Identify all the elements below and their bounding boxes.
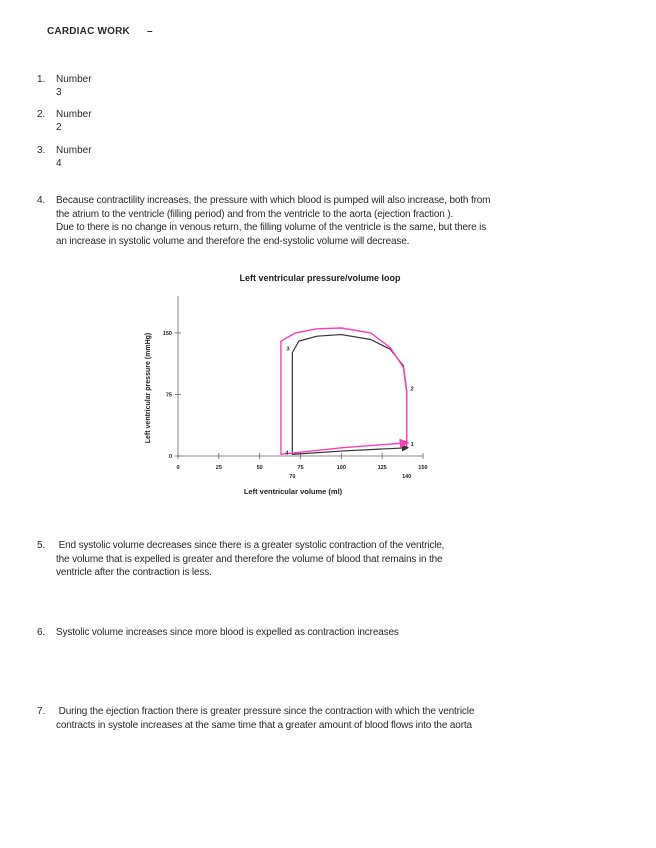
y-axis-label: Left ventricular pressure (mmHg) (145, 332, 152, 444)
point-label-1: 1 (410, 441, 414, 448)
answer-number: 4. (37, 195, 46, 206)
point-label-4: 4 (285, 450, 289, 457)
x-axis-label: Left ventricular volume (ml) (243, 487, 343, 496)
title-text: CARDIAC WORK (47, 26, 130, 37)
x-tick-label: 0 (176, 465, 180, 471)
answer-body (56, 539, 601, 580)
answer-line: Due to there is no change in venous return, the filling volume of the ventricle is the same, but there is (56, 222, 487, 233)
answer-line: Systolic volume increases since more blood is expelled as contraction increases (56, 627, 399, 638)
answer-line: During the ejection fraction there is greater pressure since the contraction with which the ventricle (56, 706, 475, 717)
x-tick-label: 125 (377, 465, 387, 471)
answer-line: the volume that is expelled is greater and therefore the volume of blood that remains in the (56, 553, 443, 565)
answer-text: Number 3 (56, 74, 92, 98)
answer-line: contracts in systole increases at the same time that a greater amount of blood flows into the aorta (56, 719, 472, 731)
x-tick-label: 50 (256, 465, 263, 471)
answer-line: Because contractility increases, the pressure with which blood is pumped will also increase, both from (56, 195, 491, 206)
y-tick-label: 150 (162, 330, 172, 337)
y-tick-label: 75 (165, 392, 172, 399)
page-title (47, 26, 153, 37)
pv-loop-chart (130, 268, 450, 502)
answer-body (56, 626, 601, 640)
answer-body (56, 705, 601, 732)
series-normal-loop (292, 335, 406, 455)
y-tick-label: 0 (168, 454, 172, 460)
chart-series (281, 328, 407, 457)
point-label-3: 3 (286, 346, 290, 353)
answer-text: Number 4 (56, 145, 92, 169)
x-tick-label: 75 (297, 465, 304, 471)
point-label-2: 2 (410, 386, 414, 393)
answer-line: the atrium to the ventricle (filling period) and from the ventricle to the aorta (ejection fraction ). (56, 208, 454, 220)
title-dash: – (146, 26, 153, 37)
answer-number: 6. (37, 627, 46, 638)
answer-number: 7. (37, 706, 46, 717)
x-tick-label: 100 (336, 465, 346, 471)
answer-line: an increase in systolic volume and therefore the end-systolic volume will decrease. (56, 235, 410, 247)
answer-line: End systolic volume decreases since there is a greater systolic contraction of the ventricle, (56, 540, 445, 551)
answer-number: 5. (37, 540, 46, 551)
x-tick-label-extra: 140 (402, 474, 412, 480)
answer-line: ventricle after the contraction is less. (56, 567, 212, 578)
answer-text: Number 2 (56, 109, 92, 133)
x-tick-label: 150 (418, 465, 428, 471)
answer-number: 2. (37, 109, 46, 120)
answer-number: 3. (37, 145, 46, 156)
chart-point-labels (285, 347, 413, 457)
x-tick-label: 25 (215, 465, 222, 471)
answer-number: 1. (37, 74, 46, 85)
x-tick-label-extra: 70 (289, 474, 296, 480)
series-contractility-loop (281, 328, 407, 457)
chart-title: Left ventricular pressure/volume loop (239, 273, 401, 283)
answer-body (56, 194, 601, 248)
